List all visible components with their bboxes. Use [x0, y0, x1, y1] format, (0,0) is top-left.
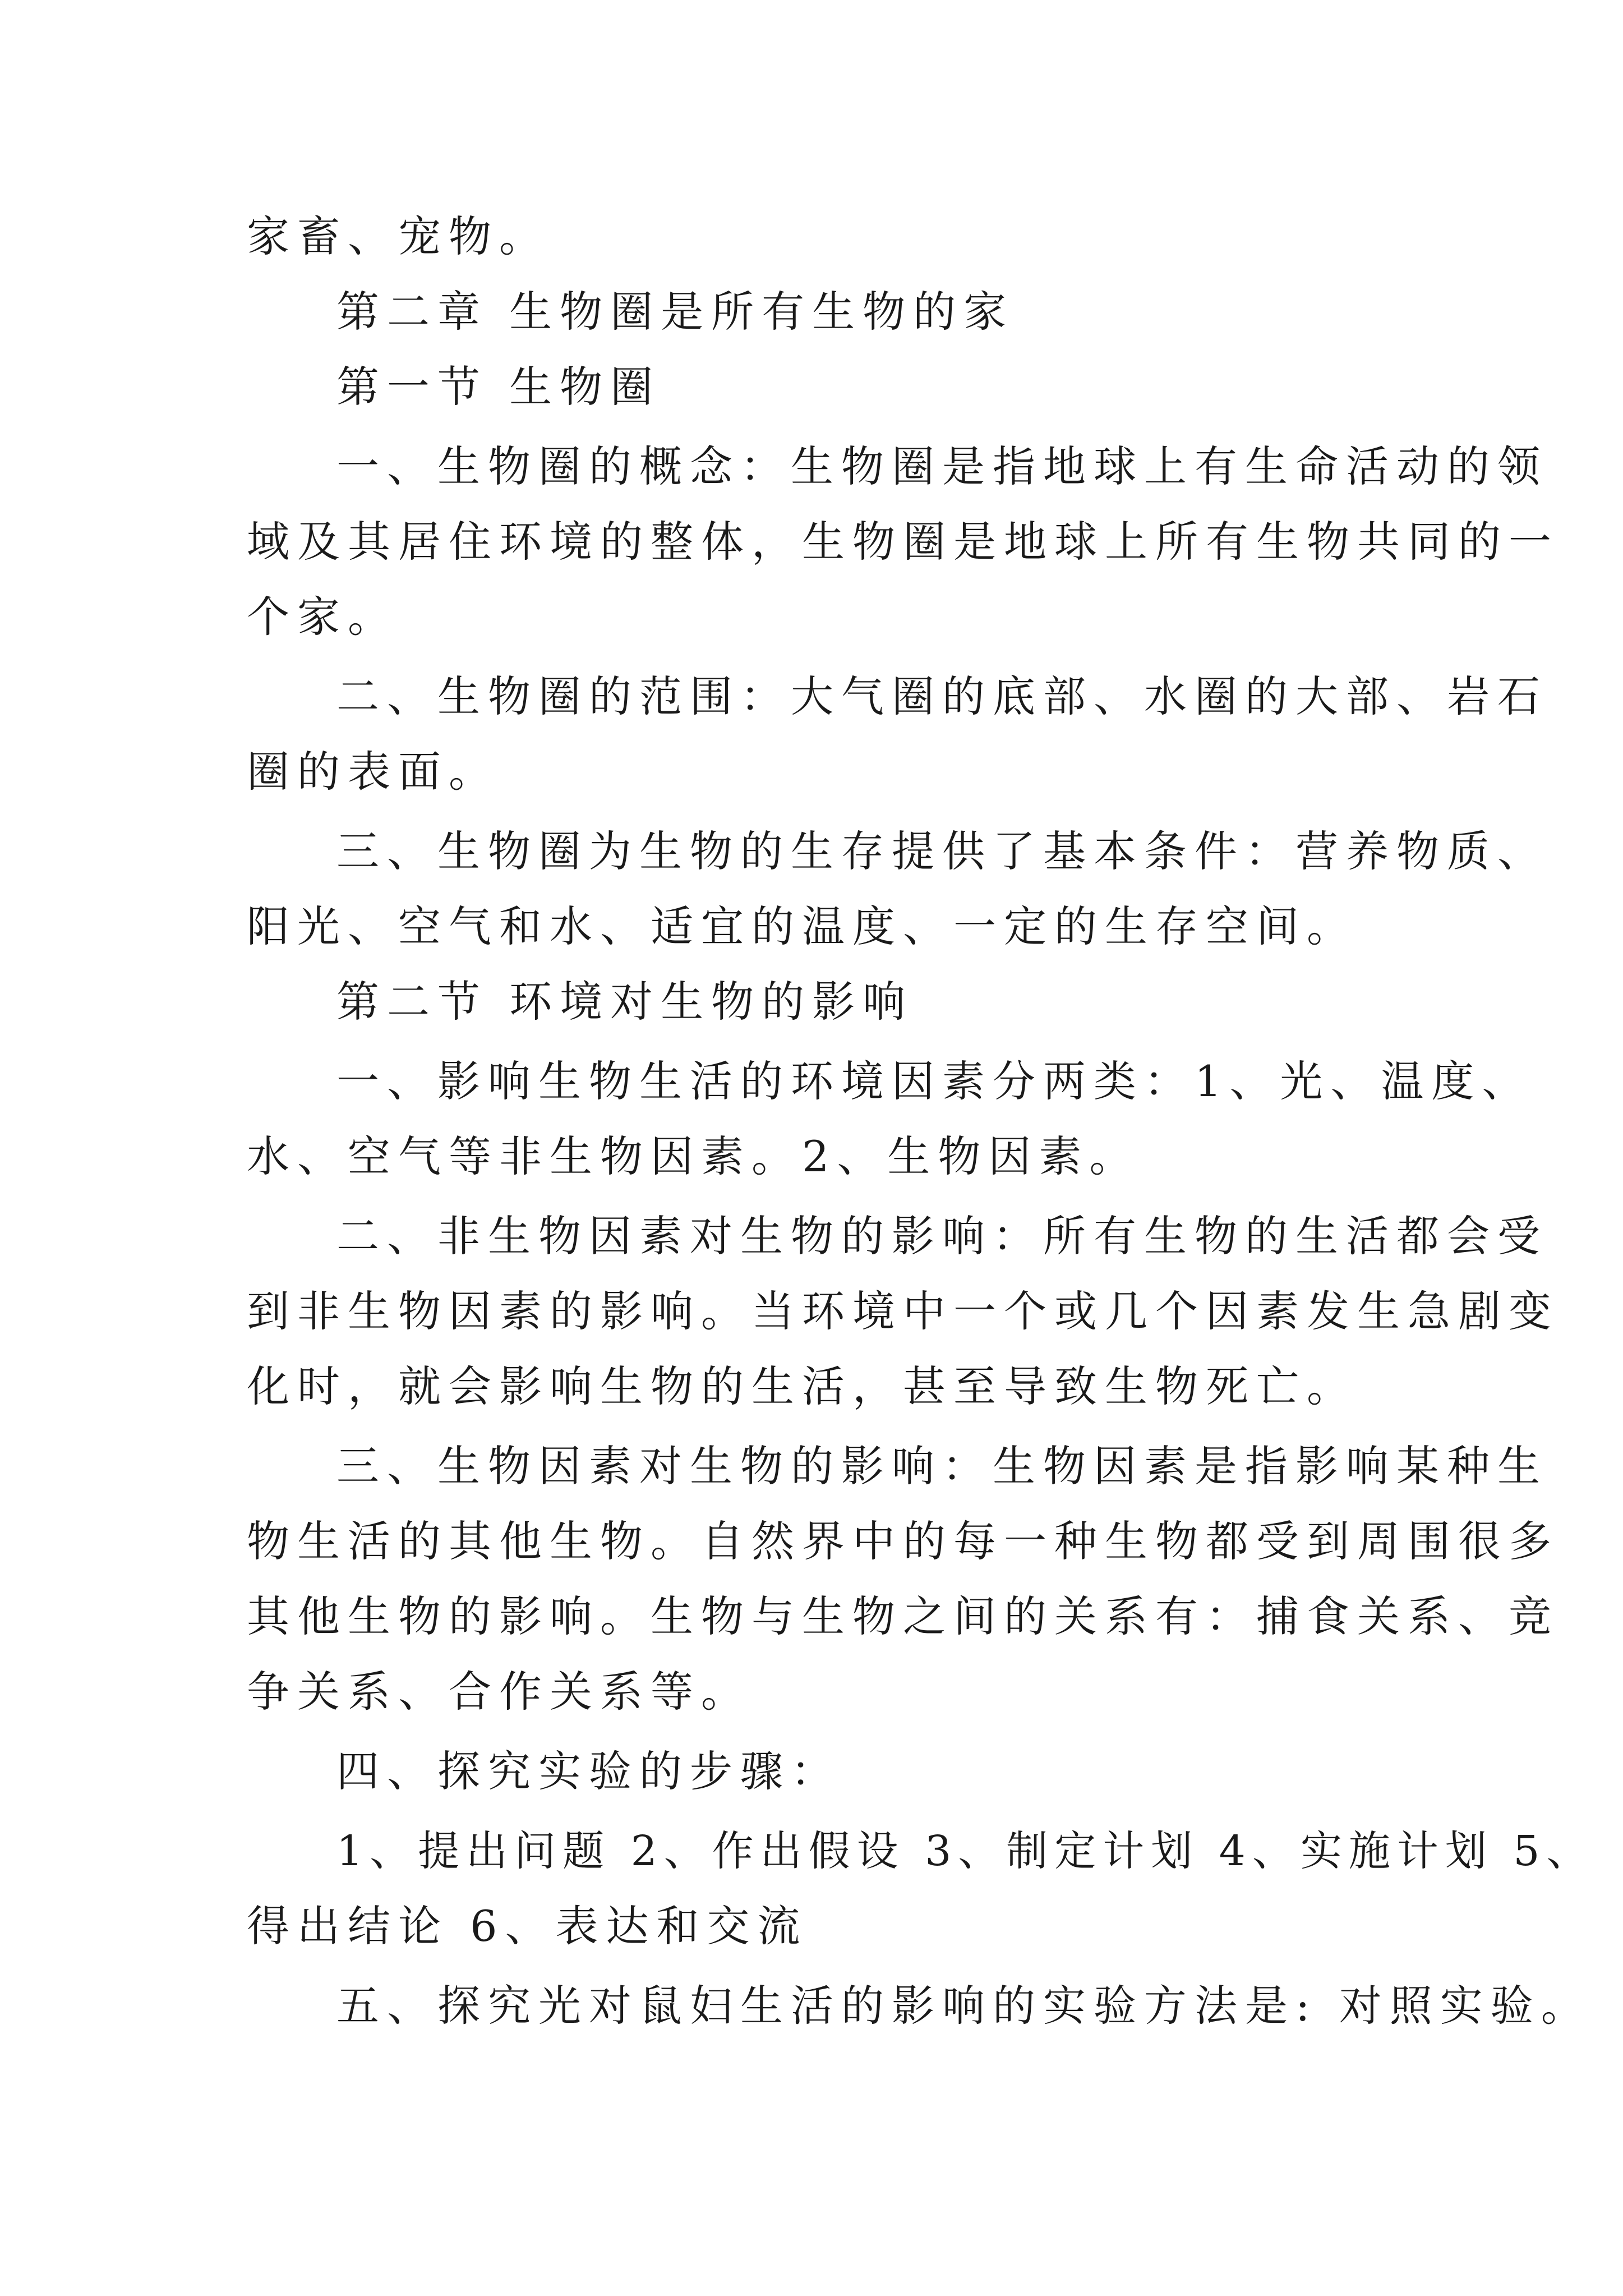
text-line: 五、探究光对鼠妇生活的影响的实验方法是: 对照实验。: [336, 1981, 1592, 2031]
text-line: 争关系、合作关系等。: [247, 1667, 751, 1717]
text-line: 物生活的其他生物。自然界中的每一种生物都受到周围很多: [247, 1516, 1559, 1566]
text-line: 1、提出问题 2、作出假设 3、制定计划 4、实施计划 5、: [336, 1827, 1595, 1875]
text-line: 域及其居住环境的整体，生物圈是地球上所有生物共同的一: [247, 517, 1559, 567]
text-line: 一、生物圈的概念：生物圈是指地球上有生命活动的领: [336, 441, 1548, 491]
section-heading: 第二节 环境对生物的影响: [336, 977, 914, 1027]
text-line: 个家。: [247, 592, 398, 642]
text-line: 化时，就会影响生物的生活，甚至导致生物死亡。: [247, 1361, 1357, 1411]
text-line: 家畜、宠物。: [247, 211, 550, 261]
text-line: 其他生物的影响。生物与生物之间的关系有：捕食关系、竞: [247, 1591, 1559, 1641]
text-line: 阳光、空气和水、适宜的温度、一定的生存空间。: [247, 901, 1357, 951]
text-line: 三、生物圈为生物的生存提供了基本条件：营养物质、: [336, 826, 1548, 876]
text-line: 三、生物因素对生物的影响：生物因素是指影响某种生: [336, 1441, 1548, 1491]
text-line: 二、非生物因素对生物的影响：所有生物的生活都会受: [336, 1211, 1548, 1261]
text-line: 到非生物因素的影响。当环境中一个或几个因素发生急剧变: [247, 1286, 1559, 1336]
chapter-heading: 第二章 生物圈是所有生物的家: [336, 287, 1015, 337]
text-line: 一、影响生物生活的环境因素分两类：1、光、温度、: [336, 1056, 1533, 1106]
text-line: 水、空气等非生物因素。2、生物因素。: [247, 1131, 1140, 1181]
section-heading: 第一节 生物圈: [336, 362, 661, 412]
text-line: 四、探究实验的步骤：: [336, 1746, 841, 1796]
text-line: 得出结论 6、表达和交流: [247, 1901, 808, 1951]
text-line: 圈的表面。: [247, 747, 499, 797]
text-line: 二、生物圈的范围：大气圈的底部、水圈的大部、岩石: [336, 671, 1548, 721]
